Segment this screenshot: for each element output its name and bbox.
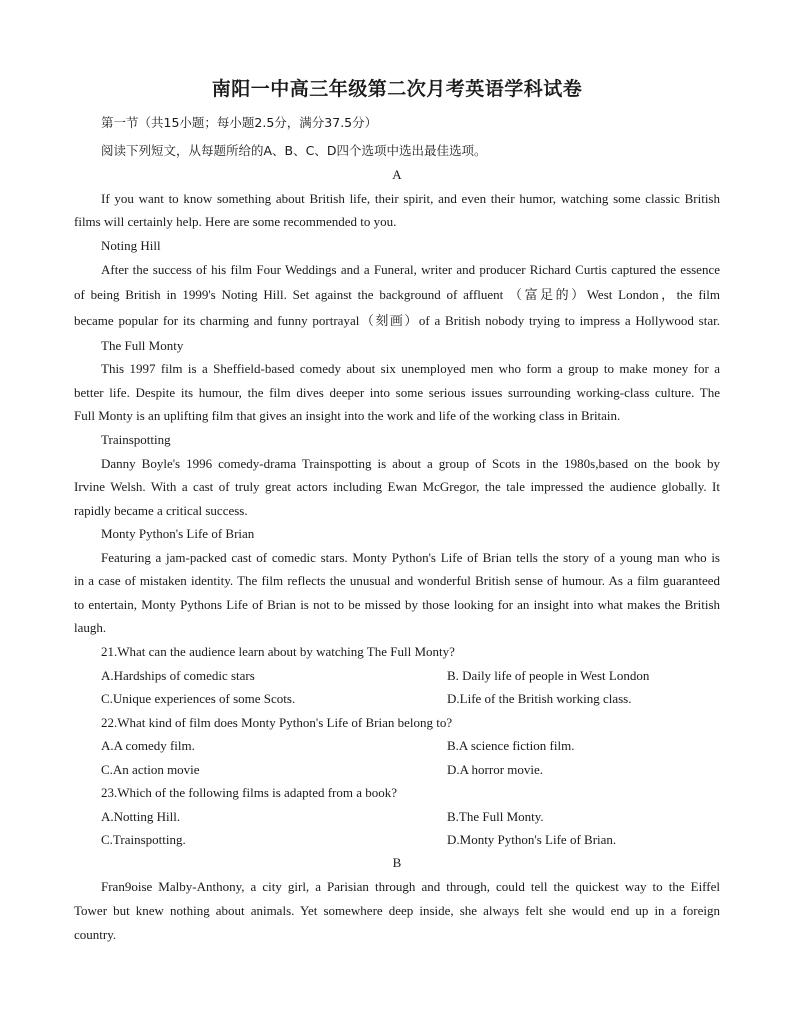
film-paragraph-line: of being British in 1999's Noting Hill. Set against the background of affluent （富足的）West London，the film bbox=[74, 287, 720, 302]
option-a: A.Notting Hill. bbox=[101, 809, 181, 824]
option-b: B.The Full Monty. bbox=[447, 809, 544, 824]
film-paragraph-line: in a case of mistaken identity. The film reflects the unusual and wonderful British sense of humour. As a film guaranteed bbox=[74, 573, 720, 588]
option-c: C.Trainspotting. bbox=[101, 832, 186, 847]
section-header: 第一节（共15小题；每小题2.5分，满分37.5分） bbox=[101, 115, 378, 130]
passage-b-line: Fran9oise Malby-Anthony, a city girl, a Parisian through and through, could tell the quickest way to the Eiffel bbox=[101, 879, 720, 894]
option-c: C.Unique experiences of some Scots. bbox=[101, 691, 296, 706]
passage-a-intro-line: films will certainly help. Here are some recommended to you. bbox=[74, 214, 397, 229]
film-heading: Monty Python's Life of Brian bbox=[101, 526, 255, 541]
film-paragraph-line: became popular for its charming and funny portrayal（刻画）of a British nobody trying to impress a Hollywood star. bbox=[74, 313, 720, 328]
film-heading: Noting Hill bbox=[101, 238, 161, 253]
question-stem: 21.What can the audience learn about by watching The Full Monty? bbox=[101, 644, 455, 659]
instruction-text: 阅读下列短文，从每题所给的A、B、C、D四个选项中选出最佳选项。 bbox=[101, 143, 487, 158]
film-paragraph-line: Irvine Welsh. With a cast of truly great actors including Ewan McGregor, the tale impressed the audience globally. It bbox=[74, 479, 720, 494]
option-a: A.Hardships of comedic stars bbox=[101, 668, 255, 683]
film-paragraph-line: laugh. bbox=[74, 620, 107, 635]
option-d: D.Life of the British working class. bbox=[447, 691, 632, 706]
passage-b-line: country. bbox=[74, 927, 117, 942]
passage-a-letter: A bbox=[392, 167, 402, 182]
film-paragraph-line: Featuring a jam-packed cast of comedic stars. Monty Python's Life of Brian tells the story of a young man who is bbox=[101, 550, 720, 565]
page-title: 南阳一中高三年级第二次月考英语学科试卷 bbox=[211, 78, 583, 100]
passage-b-letter: B bbox=[392, 855, 402, 870]
film-paragraph-line: After the success of his film Four Weddings and a Funeral, writer and producer Richard Curtis captured the essence bbox=[101, 262, 720, 277]
option-b: B.A science fiction film. bbox=[447, 738, 575, 753]
film-paragraph-line: Full Monty is an uplifting film that gives an insight into the work and life of the working class in Britain. bbox=[74, 408, 621, 423]
film-heading: The Full Monty bbox=[101, 338, 184, 353]
question-stem: 22.What kind of film does Monty Python's Life of Brian belong to? bbox=[101, 715, 453, 730]
film-paragraph-line: better life. Despite its humour, the film dives deeper into some serious issues surrounding working-class culture. The bbox=[74, 385, 720, 400]
passage-a-intro-line: If you want to know something about British life, their spirit, and even their humor, watching some classic British bbox=[101, 191, 720, 206]
film-paragraph-line: Danny Boyle's 1996 comedy-drama Trainspotting is about a group of Scots in the 1980s,based on the book by bbox=[101, 456, 720, 471]
option-d: D.A horror movie. bbox=[447, 762, 544, 777]
option-d: D.Monty Python's Life of Brian. bbox=[447, 832, 617, 847]
film-paragraph-line: rapidly became a critical success. bbox=[74, 503, 248, 518]
film-paragraph-line: This 1997 film is a Sheffield-based comedy about six unemployed men who form a group to make money for a bbox=[101, 361, 720, 376]
passage-b-line: Tower but knew nothing about animals. Yet somewhere deep inside, she always felt she would end up in a foreign bbox=[74, 903, 720, 918]
question-stem: 23.Which of the following films is adapted from a book? bbox=[101, 785, 398, 800]
option-c: C.An action movie bbox=[101, 762, 200, 777]
film-paragraph-line: to entertain, Monty Pythons Life of Brian is not to be missed by those looking for an insight into what makes the British bbox=[74, 597, 720, 612]
film-heading: Trainspotting bbox=[101, 432, 171, 447]
option-a: A.A comedy film. bbox=[101, 738, 195, 753]
option-b: B. Daily life of people in West London bbox=[447, 668, 650, 683]
